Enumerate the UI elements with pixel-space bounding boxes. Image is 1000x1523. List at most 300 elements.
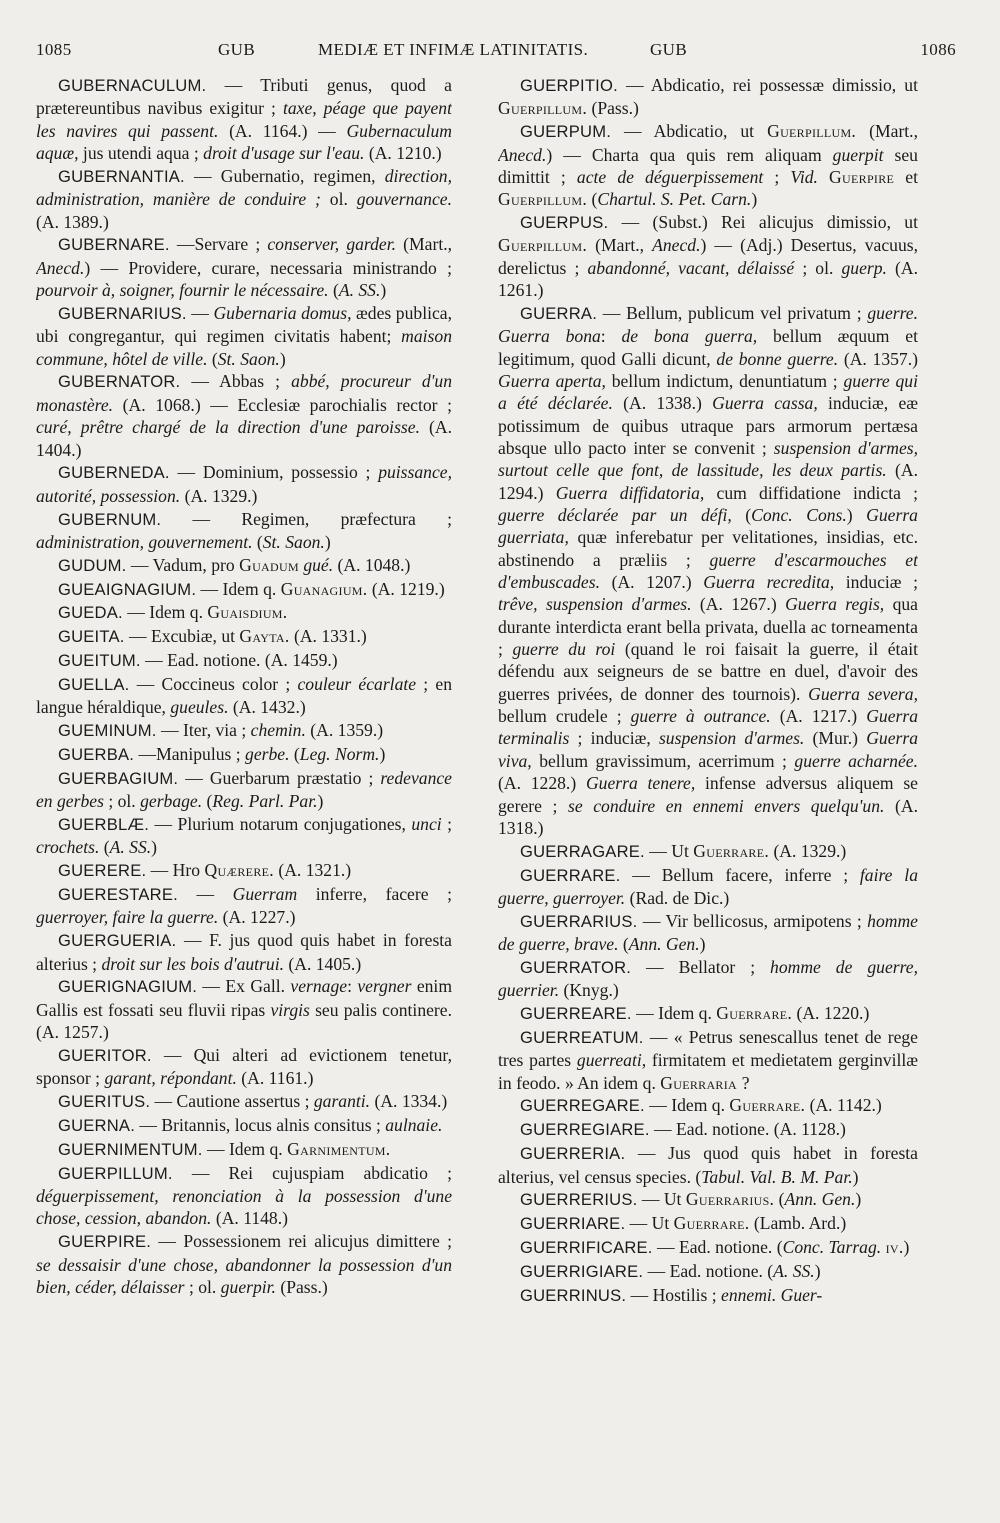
entry-text xyxy=(818,167,829,187)
entry-text: (A. 1267.) xyxy=(691,594,786,615)
french-gloss: garant, répondant. xyxy=(104,1068,237,1089)
headword: GUERGUERIA. xyxy=(58,931,177,951)
headword: GUEMINUM. xyxy=(58,721,157,741)
cross-reference: Guerpillum. xyxy=(498,189,588,210)
french-gloss: gerbe. xyxy=(245,743,290,764)
entry-text: (A. 1331.) xyxy=(289,626,367,647)
entry-text: (A. 1357.) xyxy=(838,348,918,369)
french-gloss: trêve, suspension d'armes. xyxy=(498,594,692,615)
entry-text: infense adversus aliquem se gerere ; xyxy=(498,773,918,816)
french-gloss: guerre à outrance. xyxy=(630,706,771,727)
cross-reference: Guerpillum. xyxy=(767,121,857,142)
entry-text: (A. 1334.) xyxy=(370,1091,448,1112)
dictionary-entry xyxy=(36,508,452,554)
headword: GUEITUM. xyxy=(58,651,141,671)
french-gloss: administration, gouvernement. xyxy=(36,531,253,552)
cross-reference: Garnimentum. xyxy=(287,1138,391,1159)
entry-text: — Tributi genus, quod a prætereuntibus navibus exigitur ; xyxy=(36,75,452,119)
dictionary-entry xyxy=(36,1162,452,1230)
entry-text: bellum crudele ; xyxy=(498,706,631,727)
entry-text: ) xyxy=(380,280,387,301)
entry-text: — Bellator ; xyxy=(631,956,771,977)
headword: GUERRIFICARE. xyxy=(520,1238,653,1258)
entry-text: ; en langue héraldique, xyxy=(36,673,452,718)
entry-text: — Guerbarum præstatio ; xyxy=(178,767,381,788)
entry-text: ) xyxy=(846,505,867,526)
french-gloss: Conc. Tarrag. xyxy=(782,1237,882,1258)
french-gloss: Gubernaculum aquæ, xyxy=(36,120,452,164)
french-gloss: redevance en gerbes xyxy=(36,767,452,812)
dictionary-entry xyxy=(498,1026,918,1094)
french-gloss: maison commune, hôtel de ville. xyxy=(36,326,452,369)
cross-reference: Quærere. xyxy=(204,860,274,881)
french-gloss: curé, prêtre chargé de la direction d'une paroisse. xyxy=(36,417,420,438)
dictionary-entry xyxy=(36,1138,452,1161)
running-title: MEDIÆ ET INFIMÆ LATINITATIS. xyxy=(318,40,589,59)
dictionary-entry xyxy=(36,813,452,859)
entry-text: — Idem q. xyxy=(196,578,281,599)
entry-text: (A. 1359.) xyxy=(305,720,384,741)
entry-text: — Abdicatio, ut xyxy=(611,121,768,142)
french-gloss: guerreati, xyxy=(576,1050,647,1071)
headword: GUBERNACULUM. xyxy=(58,76,207,95)
entry-text: —Manipulus ; xyxy=(134,743,246,764)
entry-text: ; ol. xyxy=(184,1276,221,1297)
entry-text: seu palis continere. (A. 1257.) xyxy=(36,999,452,1043)
french-gloss: Ann. Gen. xyxy=(784,1189,856,1210)
entry-text: — Vadum, pro xyxy=(126,554,240,575)
french-gloss: guerre d'escarmouches et d'embuscades. xyxy=(498,549,918,593)
cross-reference: Guaisdium. xyxy=(207,602,288,623)
entry-text: bellum æquum et legitimum, quod Galli dicunt, xyxy=(498,326,918,369)
entry-text: (Mart., xyxy=(396,234,452,255)
entry-text: (Pass.) xyxy=(275,1276,328,1297)
right-column xyxy=(498,74,918,1494)
headword: GUERRATOR. xyxy=(520,957,632,977)
entry-text: — Ut xyxy=(637,1189,686,1210)
headword: GUERBAGIUM. xyxy=(58,768,179,788)
entry-text: (A. 1217.) xyxy=(770,706,867,727)
entry-text: ) — (Adj.) Desertus, vacuus, derelictus ; xyxy=(498,235,918,278)
dictionary-entry xyxy=(498,1142,918,1188)
entry-text: : xyxy=(600,326,622,347)
catchword-right: GUB xyxy=(650,40,688,59)
entry-text: — xyxy=(177,884,233,905)
entry-text: — Ex Gall. xyxy=(197,976,291,997)
entry-text: — Ut xyxy=(644,840,694,861)
entry-text: (Pass.) xyxy=(587,98,639,119)
entry-text: — Hostilis ; xyxy=(626,1284,722,1305)
headword: GUBERNANTIA. xyxy=(58,166,185,186)
entry-text: — Dominium, possessio ; xyxy=(169,462,379,483)
french-gloss: suspension d'armes, surtout celle que font, de lassitude, les deux partis. xyxy=(498,438,918,481)
entry-text: firmitatem et medietatem gerginvillæ in feodo. » An idem q. xyxy=(498,1050,918,1093)
french-gloss: Chartul. S. Pet. Carn. xyxy=(597,189,752,210)
entry-text: (A. 1338.) xyxy=(612,393,713,414)
entry-text: — Ead. notione. ( xyxy=(643,1260,774,1281)
headword: GUERRA. xyxy=(520,303,598,323)
headword: GUDUM. xyxy=(58,555,127,575)
french-gloss: droit sur les bois d'autrui. xyxy=(101,953,284,974)
dictionary-entry xyxy=(36,883,452,929)
headword: GUERRARE. xyxy=(520,865,621,885)
french-gloss: aulnaie. xyxy=(385,1114,443,1135)
french-gloss: virgis xyxy=(270,999,310,1020)
french-gloss: guerroyer, faire la guerre. xyxy=(36,907,219,928)
french-gloss: faire la guerre, guerroyer. xyxy=(498,864,918,908)
entry-text: (Mart., xyxy=(587,235,653,256)
french-gloss: homme de guerre, brave. xyxy=(498,910,918,955)
french-gloss: Guerra diffidatoria, xyxy=(555,482,705,503)
entry-text: ) — Charta qua quis rem aliquam xyxy=(546,144,833,165)
dictionary-entry xyxy=(36,461,452,507)
headword: GUBERNARE. xyxy=(58,235,170,255)
entry-text: — Qui alteri ad evictionem tenetur, sponsor ; xyxy=(36,1044,452,1089)
entry-text: induciæ ; xyxy=(834,572,918,593)
dictionary-entry xyxy=(36,859,452,882)
dictionary-entry xyxy=(36,1090,452,1113)
entry-text: ædes publica, ubi congregantur, qui regimen civitatis habent; xyxy=(36,302,452,347)
entry-text: ) xyxy=(699,934,706,955)
entry-text: (quand le roi faisait la guerre, il était défendu aux seigneurs de se battre en duel, d'avoir des guerres privées, de donner des tournois). xyxy=(498,639,918,704)
entry-text: — Cautione assertus ; xyxy=(150,1091,314,1112)
entry-text: — Plurium notarum conjugationes, xyxy=(149,814,412,834)
french-gloss: taxe, péage que payent les navires qui passent. xyxy=(36,98,452,141)
entry-text: (Lamb. Ard.) xyxy=(749,1213,847,1234)
entry-text: (A. 1329.) xyxy=(180,485,258,506)
french-gloss: acte de déguerpissement xyxy=(576,166,764,187)
cross-reference: Gayta. xyxy=(239,626,290,647)
headword: GUERPUS. xyxy=(520,213,609,233)
french-gloss: Anecd. xyxy=(498,144,547,165)
headword: GUEAIGNAGIUM. xyxy=(58,579,197,599)
headword: GUERESTARE. xyxy=(58,885,178,905)
entry-text: ol. xyxy=(320,189,357,210)
french-gloss: abandonné, vacant, délaissé xyxy=(587,257,795,278)
dictionary-entry xyxy=(498,74,918,120)
entry-text: (Mart., xyxy=(856,121,918,142)
french-gloss: Anecd. xyxy=(36,257,85,278)
cross-reference: iv. xyxy=(885,1237,904,1258)
headword: GUERRERIUS. xyxy=(520,1190,638,1210)
dictionary-entry xyxy=(498,1188,918,1211)
entry-text: bellum gravissimum, acerrimum ; xyxy=(531,750,795,771)
headword: GUERRIARE. xyxy=(520,1214,626,1234)
entry-text: quæ inferebatur per velitationes, insidias, etc. abstinendo a præliis ; xyxy=(498,527,918,570)
headword: GUBERNARIUS. xyxy=(58,303,187,323)
entry-text: ( xyxy=(328,280,339,301)
headword: GUBERNUM. xyxy=(58,509,162,529)
dictionary-entry xyxy=(36,74,452,164)
headword: GUERPITIO. xyxy=(520,76,618,95)
entry-text: ( xyxy=(774,1189,785,1210)
dictionary-entry xyxy=(36,649,452,672)
entry-text: (A. 1142.) xyxy=(805,1095,882,1116)
headword: GUEITA. xyxy=(58,627,125,647)
page-number-right: 1086 xyxy=(920,40,956,59)
headword: GUERRINUS. xyxy=(520,1285,627,1305)
entry-text: — Vir bellicosus, armipotens ; xyxy=(637,910,868,931)
entry-text: (A. 1389.) xyxy=(36,211,109,232)
entry-text: (A. 1068.) — Ecclesiæ parochialis rector ; xyxy=(113,394,452,415)
entry-text: ) xyxy=(751,189,758,210)
entry-text: (A. 1207.) xyxy=(599,572,704,593)
headword: GUEDA. xyxy=(58,603,123,623)
cross-reference: Guerpillum. xyxy=(498,235,588,256)
headword: GUERPUM. xyxy=(520,122,612,142)
french-gloss: Guerra guerriata, xyxy=(498,505,918,548)
dictionary-entry xyxy=(36,302,452,370)
dictionary-entry xyxy=(36,578,452,601)
french-gloss: déguerpissement, renonciation à la possession d'une chose, cession, abandon. xyxy=(36,1186,452,1229)
entry-text: (A. 1432.) xyxy=(228,697,306,718)
dictionary-entry xyxy=(498,1002,918,1025)
dictionary-entry xyxy=(36,233,452,301)
headword: GUERBA. xyxy=(58,744,135,764)
headword: GUELLA. xyxy=(58,674,130,694)
french-gloss: Guerra viva, xyxy=(498,728,918,771)
french-gloss: Guerra cassa, xyxy=(712,393,818,414)
headword: GUERRIGIARE. xyxy=(520,1261,644,1281)
entry-text: — Ead. notione. (A. 1128.) xyxy=(649,1119,846,1140)
entry-text: ) xyxy=(317,791,324,812)
entry-text: — Ut xyxy=(625,1213,674,1234)
headword: GUERPIRE. xyxy=(58,1232,152,1252)
french-gloss: Guerra terminalis xyxy=(498,706,918,749)
entry-text: (A. 1228.) xyxy=(498,773,586,794)
french-gloss: vernage xyxy=(290,976,348,997)
entry-text: — Iter, via ; xyxy=(156,720,251,741)
entry-text: ) xyxy=(814,1260,821,1281)
french-gloss: se dessaisir d'une chose, abandonner la possession d'un bien, céder, délaisser xyxy=(36,1254,452,1297)
entry-text: — Coccineus color ; xyxy=(129,673,298,694)
entry-text: (A. 1321.) xyxy=(273,860,352,881)
entry-text: ) xyxy=(151,837,158,858)
dictionary-entry xyxy=(36,1230,452,1298)
entry-text: — Idem q. xyxy=(122,602,208,623)
dictionary-entry xyxy=(36,743,452,766)
entry-text: ; xyxy=(763,166,791,187)
headword: GUERRARIUS. xyxy=(520,911,638,931)
entry-text: ( xyxy=(289,743,300,764)
french-gloss: suspension d'armes. xyxy=(658,728,805,749)
entry-text: inferre, facere ; xyxy=(297,884,452,905)
french-gloss: guerp. xyxy=(841,257,887,278)
dictionary-entry xyxy=(36,1114,452,1137)
entry-text: enim Gallis est fossati seu fluvii ripas xyxy=(36,976,452,1020)
entry-text: — xyxy=(186,302,214,323)
entry-text: — « Petrus senescallus tenet de rege tres partes xyxy=(498,1026,918,1071)
entry-text: ( xyxy=(587,189,598,210)
headword: GUERNIMENTUM. xyxy=(58,1139,203,1159)
headword: GUERREATUM. xyxy=(520,1027,644,1047)
french-gloss: se conduire en ennemi envers quelqu'un. xyxy=(568,795,885,816)
entry-text: ) — Providere, curare, necessaria ministrando ; xyxy=(84,257,452,278)
french-gloss: homme de guerre, guerrier. xyxy=(498,956,918,1001)
french-gloss: droit d'usage sur l'eau. xyxy=(203,143,365,164)
dictionary-entry xyxy=(36,554,452,577)
french-gloss: abbé, procureur d'un monastère. xyxy=(36,371,452,415)
entry-text: — Idem q. xyxy=(631,1003,717,1024)
french-gloss: pourvoir à, soigner, fournir le nécessaire. xyxy=(36,280,329,301)
french-gloss: gouvernance. xyxy=(356,189,452,210)
running-header xyxy=(36,40,956,64)
french-gloss: gerbage. xyxy=(140,791,203,812)
entry-text: ) xyxy=(903,1237,910,1258)
entry-text: (Rad. de Dic.) xyxy=(625,887,730,908)
entry-text: — Hro xyxy=(146,860,205,881)
cross-reference: Guerrare. xyxy=(673,1213,750,1234)
headword: GUERREARE. xyxy=(520,1004,632,1024)
french-gloss: ennemi. Guer- xyxy=(721,1284,823,1305)
entry-text: — Gubernatio, regimen, xyxy=(184,165,385,186)
entry-text: ( xyxy=(207,348,218,369)
french-gloss: unci xyxy=(411,814,442,834)
entry-text: (A. 1227.) xyxy=(218,907,296,928)
entry-text: — (Subst.) Rei alicujus dimissio, ut xyxy=(608,212,918,233)
page-number-left: 1085 xyxy=(36,40,72,59)
french-gloss: couleur écarlate xyxy=(297,673,417,694)
french-gloss: de bona guerra, xyxy=(621,326,758,347)
entry-text: (A. 1404.) xyxy=(36,417,452,460)
entry-text: — Excubiæ, ut xyxy=(124,626,240,647)
dictionary-entry xyxy=(36,719,452,742)
french-gloss: guerre du roi xyxy=(512,639,616,660)
french-gloss: Gubernaria domus, xyxy=(213,302,352,323)
entry-text: et xyxy=(894,166,918,187)
entry-text: —Servare ; xyxy=(169,234,268,255)
entry-text: qua durante interdicta erant bella privata, duella ac torneamenta ; xyxy=(498,594,918,660)
french-gloss: de bonne guerre. xyxy=(716,348,839,369)
cross-reference: Guerraria ? xyxy=(660,1072,750,1093)
catchword-left: GUB xyxy=(218,40,256,59)
entry-text: seu dimittit ; xyxy=(498,144,918,187)
dictionary-entry xyxy=(36,673,452,719)
french-gloss: Conc. Cons. xyxy=(751,505,847,526)
french-gloss: gueules. xyxy=(170,697,229,718)
french-gloss: conserver, garder. xyxy=(267,234,397,255)
left-column xyxy=(36,74,452,1494)
entry-text: — Idem q. xyxy=(644,1095,730,1116)
french-gloss: guerpir. xyxy=(220,1276,276,1297)
headword: GUERRERIA. xyxy=(520,1144,626,1164)
french-gloss: garanti. xyxy=(313,1091,371,1112)
french-gloss: guerre. Guerra bona xyxy=(498,302,918,347)
headword: GUERREGIARE. xyxy=(520,1120,650,1140)
french-gloss: chemin. xyxy=(250,720,306,741)
entry-text: — Abdicatio, rei possessæ dimissio, ut xyxy=(617,75,918,95)
dictionary-entry xyxy=(498,1212,918,1235)
dictionary-entry xyxy=(498,956,918,1002)
entry-text: (A. 1405.) xyxy=(283,953,362,974)
entry-text: ( xyxy=(252,531,263,552)
dictionary-entry xyxy=(498,910,918,956)
entry-text: — Bellum, publicum vel privatum ; xyxy=(597,302,868,323)
french-gloss: A. SS. xyxy=(109,837,152,858)
entry-text: ) xyxy=(279,348,286,369)
dictionary-entry xyxy=(36,1044,452,1090)
dictionary-entry xyxy=(498,1236,918,1259)
entry-text: ) xyxy=(855,1189,862,1210)
entry-text: (A. 1261.) xyxy=(498,257,918,301)
entry-text: (A. 1220.) xyxy=(792,1003,870,1024)
entry-text: — F. jus quod quis habet in foresta alterius ; xyxy=(36,930,452,974)
entry-text: — Abbas ; xyxy=(180,371,292,392)
entry-text: — Rei cujuspiam abdicatio ; xyxy=(172,1162,452,1183)
entry-text: — Idem q. xyxy=(202,1138,288,1159)
headword: GUBERNEDA. xyxy=(58,463,170,483)
french-gloss: Guerra aperta, xyxy=(498,370,606,391)
dictionary-entry xyxy=(36,601,452,624)
french-gloss: guerpit xyxy=(832,144,884,165)
dictionary-entry xyxy=(36,165,452,233)
entry-text: (A. 1318.) xyxy=(498,795,918,838)
french-gloss: Ann. Gen. xyxy=(628,934,700,955)
entry-text: — Possessionem rei alicujus dimittere ; xyxy=(151,1231,452,1252)
dictionary-entry xyxy=(498,1094,918,1117)
dictionary-entry xyxy=(36,929,452,975)
french-gloss: direction, administration, manière de conduire ; xyxy=(36,165,452,210)
entry-text: — Ead. notione. ( xyxy=(652,1237,783,1258)
dictionary-entry xyxy=(498,302,918,839)
entry-text: ; xyxy=(441,814,452,834)
cross-reference: Guerrare. xyxy=(716,1003,793,1024)
entry-text: ) xyxy=(324,531,331,552)
headword: GUERRAGARE. xyxy=(520,841,645,861)
french-gloss: puissance, autorité, possession. xyxy=(36,462,452,506)
entry-text: : xyxy=(347,976,358,997)
entry-text: (A. 1210.) xyxy=(364,143,442,164)
french-gloss: crochets. xyxy=(36,837,100,858)
french-gloss: Leg. Norm. xyxy=(299,743,380,764)
french-gloss: vergner xyxy=(357,976,412,997)
french-gloss: St. Saon. xyxy=(217,348,280,369)
french-gloss: Guerra severa, xyxy=(808,683,918,704)
entry-text: (A. 1219.) xyxy=(367,578,445,599)
entry-text: — Jus quod quis habet in foresta alterius, vel census species. ( xyxy=(498,1143,918,1187)
cross-reference: Guerrarius. xyxy=(685,1189,775,1210)
headword: GUERITUS. xyxy=(58,1092,151,1112)
dictionary-entry xyxy=(498,840,918,863)
cross-reference: Guerpillum. xyxy=(498,98,588,119)
entry-text: (A. 1161.) xyxy=(236,1068,314,1089)
french-gloss: Tabul. Val. B. M. Par. xyxy=(701,1166,853,1187)
entry-text: (Mur.) xyxy=(804,728,867,749)
entry-text: (Knyg.) xyxy=(559,980,619,1001)
headword: GUERERE. xyxy=(58,861,147,881)
dictionary-entry xyxy=(36,975,452,1043)
dictionary-entry xyxy=(36,767,452,813)
french-gloss: Anecd. xyxy=(652,235,701,256)
french-gloss: Guerra regis, xyxy=(785,594,885,615)
entry-text: (A. 1329.) xyxy=(769,840,847,861)
headword: GUERBLÆ. xyxy=(58,815,150,834)
dictionary-entry xyxy=(498,1118,918,1141)
entry-text: ) xyxy=(379,743,386,764)
headword: GUERIGNAGIUM. xyxy=(58,977,198,997)
entry-text: ( xyxy=(99,837,110,858)
dictionary-entry xyxy=(498,1284,918,1307)
french-gloss: Guerra tenere, xyxy=(585,773,696,794)
french-gloss: Vid. xyxy=(790,166,818,187)
entry-text: ) xyxy=(852,1166,859,1187)
french-gloss: Guerram xyxy=(232,884,298,905)
cross-reference: Guerrare. xyxy=(729,1095,806,1116)
entry-text: induciæ, eæ potissimum de quibus utraque pars armorum pertæsa absque ullo pacto inter se convenit ; xyxy=(498,393,918,458)
entry-text: (A. 1294.) xyxy=(498,460,918,503)
cross-reference: Guanagium. xyxy=(280,578,368,599)
entry-text: — Bellum facere, inferre ; xyxy=(620,864,860,885)
